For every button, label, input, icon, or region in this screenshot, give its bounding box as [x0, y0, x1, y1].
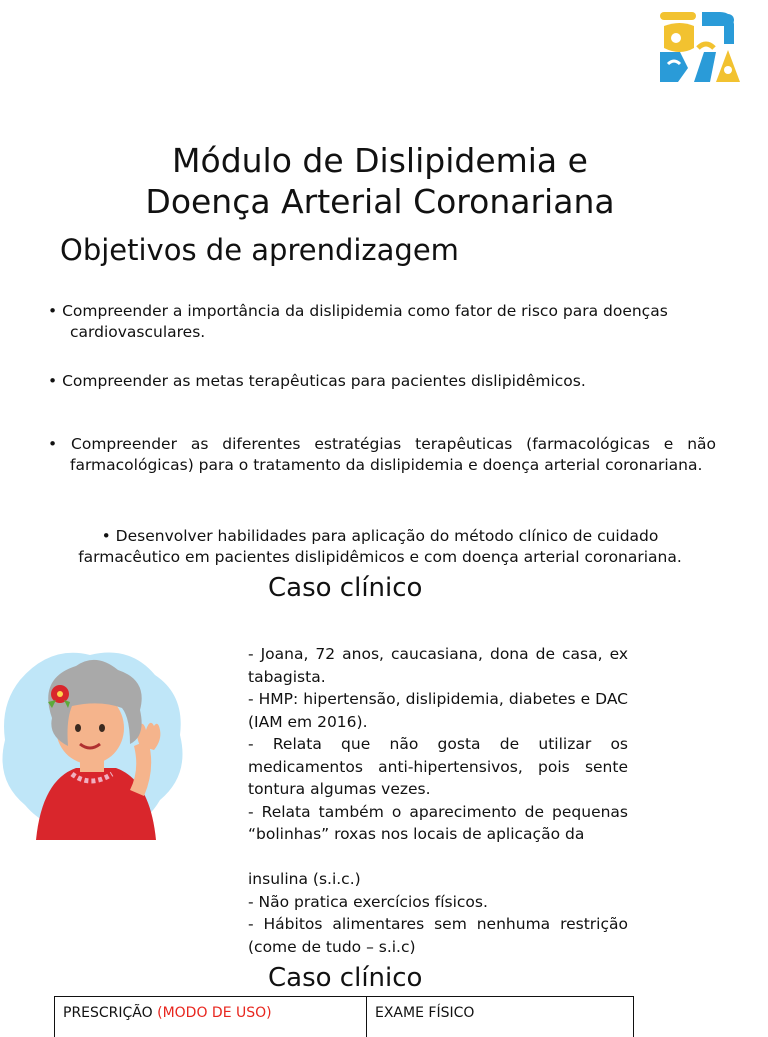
case-description: [248, 643, 628, 958]
title-line-2: Doença Arterial Coronariana: [145, 182, 615, 221]
objective-item: • Compreender as metas terapêuticas para pacientes dislipidêmicos.: [48, 372, 586, 390]
case-line: insulina (s.i.c.): [248, 870, 361, 888]
page-title: [60, 140, 700, 222]
case-heading: Caso clínico: [268, 573, 423, 603]
case-heading: Caso clínico: [268, 963, 423, 993]
table-header-cell: [367, 997, 633, 1037]
case-line: - Joana, 72 anos, caucasiana, dona de casa, ex tabagista.: [248, 645, 628, 686]
logo-icon: [658, 8, 742, 86]
case-line: - HMP: hipertensão, dislipidemia, diabetes e DAC (IAM em 2016).: [248, 690, 628, 731]
objective-item: • Desenvolver habilidades para aplicação do método clínico de cuidado farmacêutico em pacientes dislipidêmicos e com doença arterial coronariana.: [78, 527, 682, 566]
case-line: - Relata também o aparecimento de pequenas “bolinhas” roxas nos locais de aplicação da: [248, 802, 628, 843]
physical-exam-label: EXAME FÍSICO: [375, 1005, 475, 1021]
prescription-label: PRESCRIÇÃO: [63, 1005, 158, 1021]
case-line: - Não pratica exercícios físicos.: [248, 892, 488, 911]
case-line: - Hábitos alimentares sem nenhuma restrição (come de tudo – s.i.c): [248, 915, 628, 956]
usage-note: (MODO DE USO): [157, 1005, 272, 1021]
patient-illustration-icon: [0, 640, 190, 840]
prescription-table: [54, 996, 634, 1037]
case-line: - Relata que não gosta de utilizar os medicamentos anti-hipertensivos, pois sente tontura algumas vezes.: [248, 735, 628, 798]
section-subtitle: Objetivos de aprendizagem: [60, 233, 459, 267]
table-header-cell: [55, 997, 367, 1037]
spacer: [248, 846, 628, 869]
objective-item: • Compreender a importância da dislipidemia como fator de risco para doenças cardiovasculares.: [48, 302, 668, 341]
title-line-1: Módulo de Dislipidemia e: [172, 141, 588, 180]
objective-item: • Compreender as diferentes estratégias terapêuticas (farmacológicas e não farmacológicas) para o tratamento da dislipidemia e doença arterial coronariana.: [48, 435, 716, 474]
